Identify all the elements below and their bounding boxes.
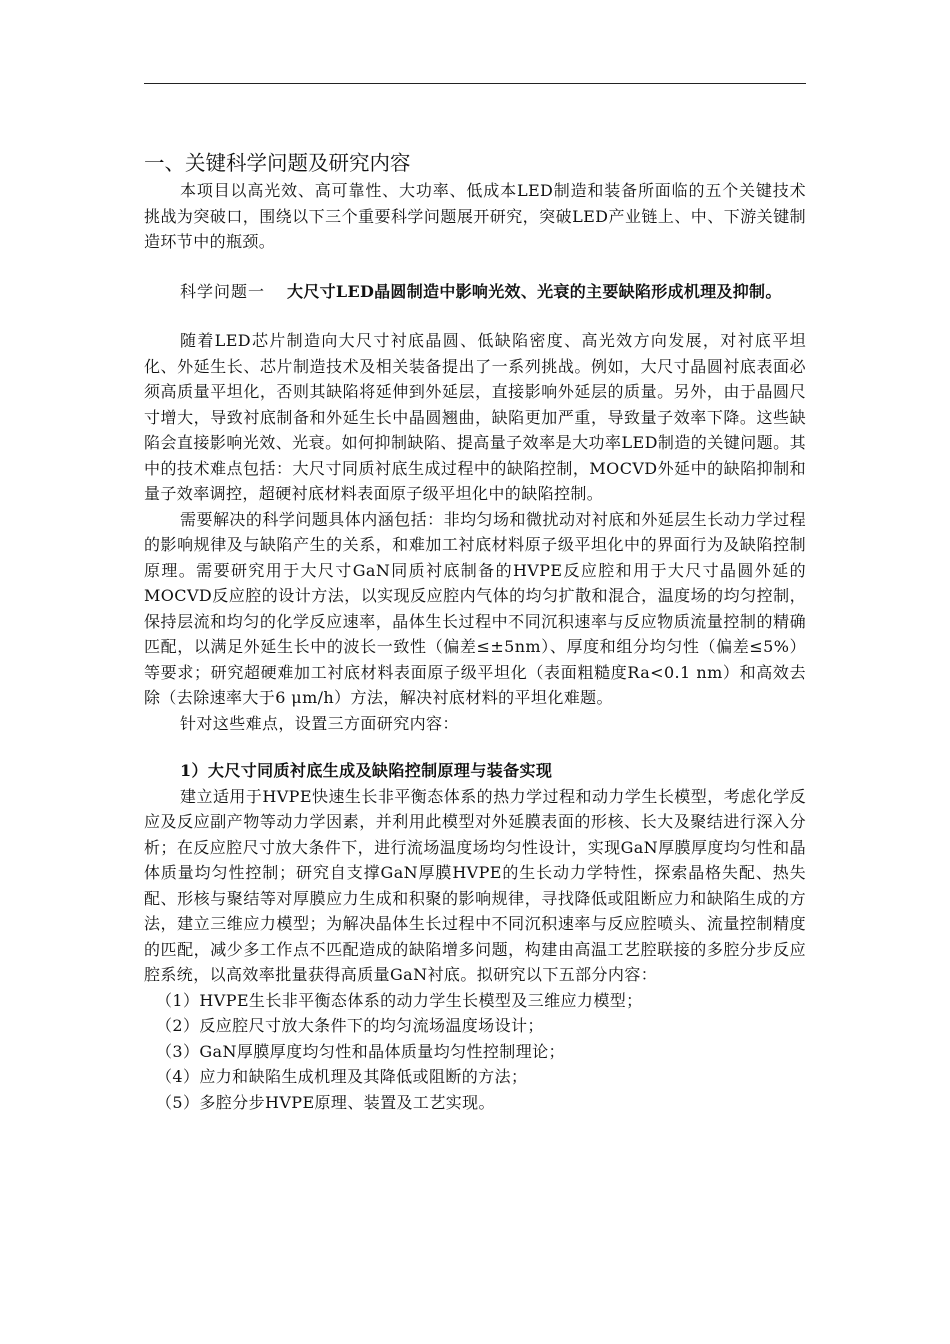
body-paragraph-3: 针对这些难点，设置三方面研究内容： — [180, 713, 459, 733]
header-rule — [144, 83, 806, 84]
research-items-list — [144, 988, 806, 1116]
subsection-title: 1）大尺寸同质衬底生成及缺陷控制原理与装备实现 — [180, 761, 553, 780]
intro-paragraph: 本项目以高光效、高可靠性、大功率、低成本LED制造和装备所面临的五个关键技术挑战为突破口，围绕以下三个重要科学问题展开研究，突破LED产业链上、中、下游关键制造环节中的瓶颈。 — [144, 181, 806, 251]
body-paragraph-1: 随着LED芯片制造向大尺寸衬底晶圆、低缺陷密度、高光效方向发展，对衬底平坦化、外延生长、芯片制造技术及相关装备提出了一系列挑战。例如，大尺寸晶圆衬底表面必须高质量平坦化，否则其缺陷将延伸到外延层，直接影响外延层的质量。另外，由于晶圆尺寸增大，导致衬底制备和外延生长中晶圆翘曲，缺陷更加严重，导致量子效率下降。这些缺陷会直接影响光效、光衰。如何抑制缺陷、提高量子效率是大功率LED制造的关键问题。其中的技术难点包括：大尺寸同质衬底生成过程中的缺陷控制，MOCVD外延中的缺陷抑制和量子效率调控，超硬衬底材料表面原子级平坦化中的缺陷控制。 — [144, 331, 806, 503]
subsection-body: 建立适用于HVPE快速生长非平衡态体系的热力学过程和动力学生长模型，考虑化学反应及反应副产物等动力学因素，并利用此模型对外延膜表面的形核、长大及聚结进行深入分析；在反应腔尺寸放大条件下，进行流场温度场均匀性设计，实现GaN厚膜厚度均匀性和晶体质量均匀性控制；研究自支撑GaN厚膜HVPE的生长动力学特性，探索晶格失配、热失配、形核与聚结等对厚膜应力生成和积聚的影响规律，寻找降低或阻断应力和缺陷生成的方法，建立三维应力模型；为解决晶体生长过程中不同沉积速率与反应腔喷头、流量控制精度的匹配，减少多工作点不匹配造成的缺陷增多问题，构建由高温工艺腔联接的多腔分步反应腔系统，以高效率批量获得高质量GaN衬底。拟研究以下五部分内容： — [144, 786, 806, 984]
spacer — [144, 255, 806, 279]
spacer — [144, 304, 806, 328]
science-question-title: 大尺寸LED晶圆制造中影响光效、光衰的主要缺陷形成机理及抑制。 — [287, 281, 782, 301]
document-body — [144, 148, 806, 1115]
list-item: （1）HVPE生长非平衡态体系的动力学生长模型及三维应力模型； — [156, 990, 643, 1010]
list-item: （5）多腔分步HVPE原理、装置及工艺实现。 — [156, 1092, 495, 1112]
list-item: （4）应力和缺陷生成机理及其降低或阻断的方法； — [156, 1067, 528, 1086]
section-heading: 一、关键科学问题及研究内容 — [144, 151, 411, 175]
list-item: （2）反应腔尺寸放大条件下的均匀流场温度场设计； — [156, 1016, 544, 1035]
spacer — [144, 736, 806, 758]
list-item: （3）GaN厚膜厚度均匀性和晶体质量均匀性控制理论； — [156, 1041, 565, 1061]
science-question-label: 科学问题一 — [180, 281, 266, 301]
science-question-heading — [144, 279, 806, 305]
body-paragraph-2: 需要解决的科学问题具体内涵包括：非均匀场和微扰动对衬底和外延层生长动力学过程的影响规律及与缺陷产生的关系，和难加工衬底材料原子级平坦化中的界面行为及缺陷控制原理。需要研究用于大尺寸GaN同质衬底制备的HVPE反应腔和用于大尺寸晶圆外延的MOCVD反应腔的设计方法，以实现反应腔内气体的均匀扩散和混合，温度场的均匀控制，保持层流和均匀的化学反应速率，晶体生长过程中不同沉积速率与反应物质流量控制的精确匹配，以满足外延生长中的波长一致性（偏差≤±5nm）、厚度和组分均匀性（偏差≤5%）等要求；研究超硬难加工衬底材料表面原子级平坦化（表面粗糙度Ra<0.1 nm）和高效去除（去除速率大于6 μm/h）方法，解决衬底材料的平坦化难题。 — [144, 509, 806, 707]
